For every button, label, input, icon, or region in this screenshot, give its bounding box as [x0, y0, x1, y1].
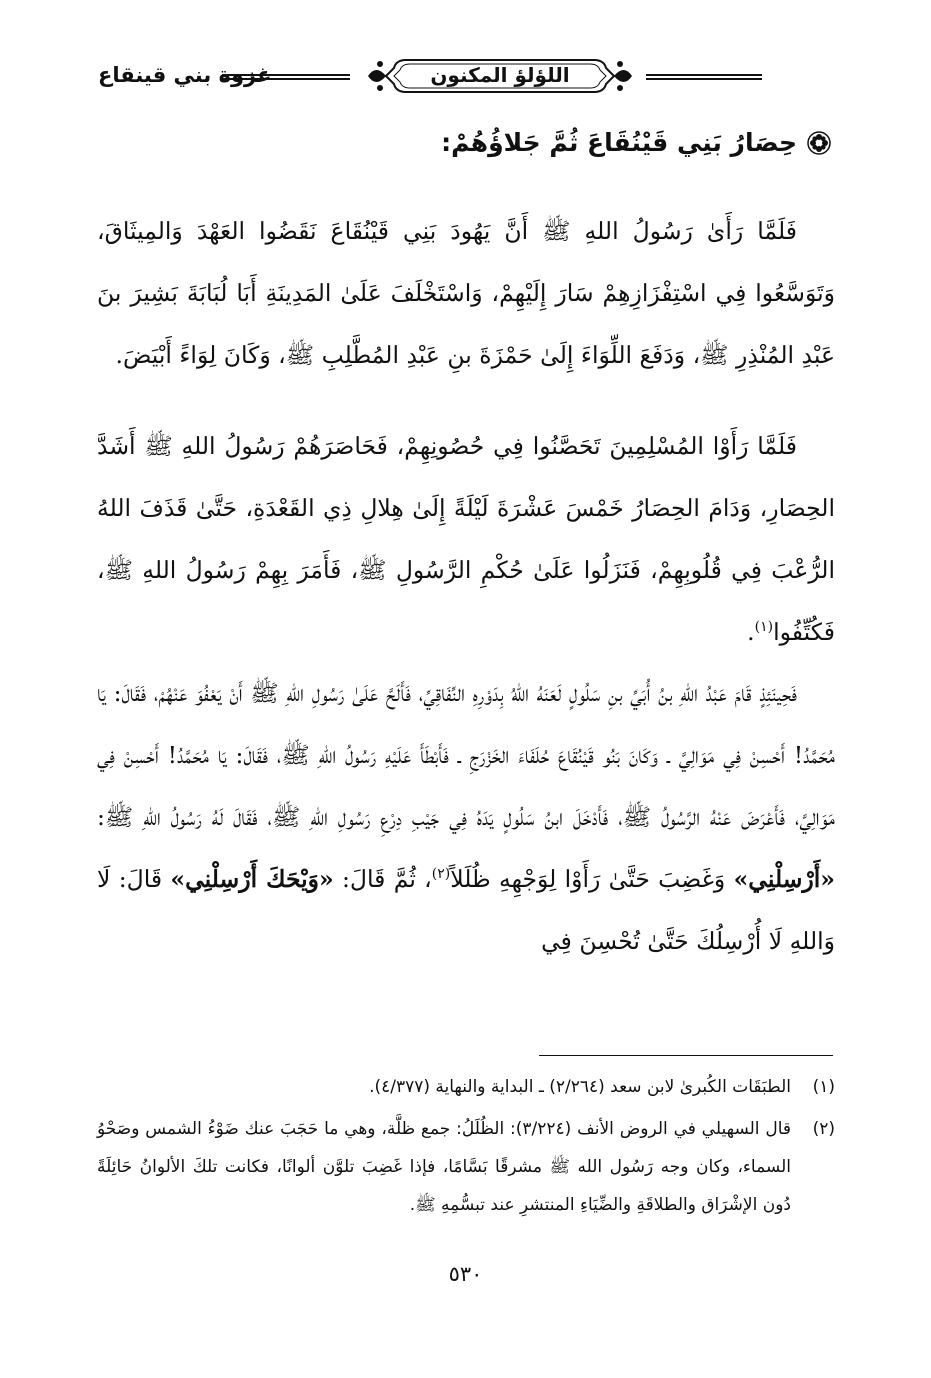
book-title: اللؤلؤ المكنون: [430, 63, 570, 87]
quote-waihaka-arsilni: «وَيْحَكَ أَرْسِلْنِي»: [170, 865, 334, 893]
paragraph-3: [97, 662, 835, 972]
quote-arsilni: «أَرْسِلْنِي»: [733, 865, 835, 893]
paragraph-2-end: .: [747, 618, 755, 646]
footnote-text: الطبَقَات الكُبرىٰ لابن سعد (٢/٢٦٤) ـ البداية والنهاية (٤/٣٧٧).: [369, 1077, 791, 1097]
header-rule-left: [222, 74, 350, 80]
paragraph-3-text-d: قَالَ: لَا وَاللهِ لَا أُرْسِلُكَ حَتَّىٰ تُحْسِنَ فِي: [97, 865, 835, 955]
footnotes: [97, 1068, 835, 1228]
header-rule-right: [646, 74, 762, 80]
paragraph-3-text-c: ، ثُمَّ قَالَ:: [342, 865, 432, 893]
paragraph-1: فَلَمَّا رَأَىٰ رَسُولُ اللهِ ﷺ أَنَّ يَهُودَ بَنِي قَيْنُقَاعَ نَقَضُوا العَهْدَ وَالمِيثَاقَ، وَتَوَسَّعُوا فِي اسْتِفْزَازِهِمْ سَارَ إِلَيْهِمْ، وَاسْتَخْلَفَ عَلَىٰ المَدِينَةِ أَبَا لُبَابَةَ بَشِيرَ بنَ عَبْدِ المُنْذِرِ ﷺ، وَدَفَعَ اللِّوَاءَ إِلَىٰ حَمْزَةَ بنِ عَبْدِ المُطَّلِبِ ﷺ، وَكَانَ لِوَاءً أَبْيَضَ.: [97, 217, 835, 369]
section-heading-text: حِصَارُ بَنِي قَيْنُقَاعَ ثُمَّ جَلاؤُهُمْ:: [441, 128, 797, 157]
footnote-item: [97, 1068, 835, 1106]
paragraph-3-text-b: وَغَضِبَ حَتَّىٰ رَأَوْا لِوَجْهِهِ ظُلَلاً: [450, 865, 726, 893]
footnote-number: (١): [812, 1077, 835, 1097]
paragraph-3-text-a: فَحِينَئِذٍ قَامَ عَبْدُ اللهِ بنُ أُبَيِّ بنِ سَلُولٍ لَعَنَهُ اللهُ بِدَوْرِهِ النِّفَاقِيِّ، فَأَلَحَّ عَلَىٰ رَسُولِ اللهِ ﷺ أَنْ يَعْفُوَ عَنْهُمْ، فَقَالَ: يَا مُحَمَّدُ! أَحْسِنْ فِي مَوَالِيَّ ـ وَكَانَ بَنُو قَيْنُقَاعَ حُلَفَاءَ الخَزْرَجِ ـ فَأَبْطَأَ عَلَيْهِ رَسُولُ اللهِ ﷺ، فَقَالَ: يَا مُحَمَّدُ! أَحْسِنْ فِي مَوَالِيَّ، فَأَعْرَضَ عَنْهُ الرَّسُولُ ﷺ، فَأَدْخَلَ ابنُ سَلُولٍ يَدَهُ فِي جَيْبِ دِرْعِ رَسُولِ اللهِ ﷺ، فَقَالَ لَهُ رَسُولُ اللهِ ﷺ:: [97, 679, 835, 831]
footnote-divider: [539, 1055, 833, 1056]
page-number: ٥٣٠: [448, 1262, 483, 1286]
chapter-title: غزوة بني قينقاع: [98, 63, 272, 87]
paragraph-2-text: فَلَمَّا رَأَوْا المُسْلِمِينَ تَحَصَّنُوا فِي حُصُونِهِمْ، فَحَاصَرَهُمْ رَسُولُ اللهِ ﷺ أَشَدَّ الحِصَارِ، وَدَامَ الحِصَارُ خَمْسَ عَشْرَةَ لَيْلَةً إِلَىٰ هِلالِ ذِي القَعْدَةِ، حَتَّىٰ قَذَفَ اللهُ الرُّعْبَ فِي قُلُوبِهِمْ، فَنَزَلُوا عَلَىٰ حُكْمِ الرَّسُولِ ﷺ، فَأَمَرَ بِهِمْ رَسُولُ اللهِ ﷺ، فَكُتِّفُوا: [97, 432, 835, 646]
footnote-ref-2[interactable]: (٢): [431, 866, 451, 883]
section-heading: [131, 128, 831, 157]
footnote-ref-1[interactable]: (١): [754, 619, 774, 636]
running-header: [98, 52, 836, 98]
footnote-text: قال السهيلي في الروض الأنف (٣/٢٢٤): الظُلَلُ: جمع ظلَّة، وهي ما حَجَبَ عنك ضَوْءُ الشمس وصَحْوُ السماء، وكان وجه رَسُول الله ﷺ مشرقًا بَسَّامًا، فإذا غَضِبَ تلوَّن ألوانًا، فكانت تلكَ الألوانُ حَائِلَةً دُون الإشْرَاق والطلاقَةِ والضِّيَاءِ المنتشرِ عند تبسُّمِهِ ﷺ.: [97, 1119, 791, 1215]
paragraph-2: [97, 415, 835, 663]
footnote-item: [97, 1110, 835, 1224]
book-title-ornament: [366, 56, 634, 96]
footnote-number: (٢): [812, 1119, 835, 1139]
flower-ornament-icon: [807, 131, 831, 155]
